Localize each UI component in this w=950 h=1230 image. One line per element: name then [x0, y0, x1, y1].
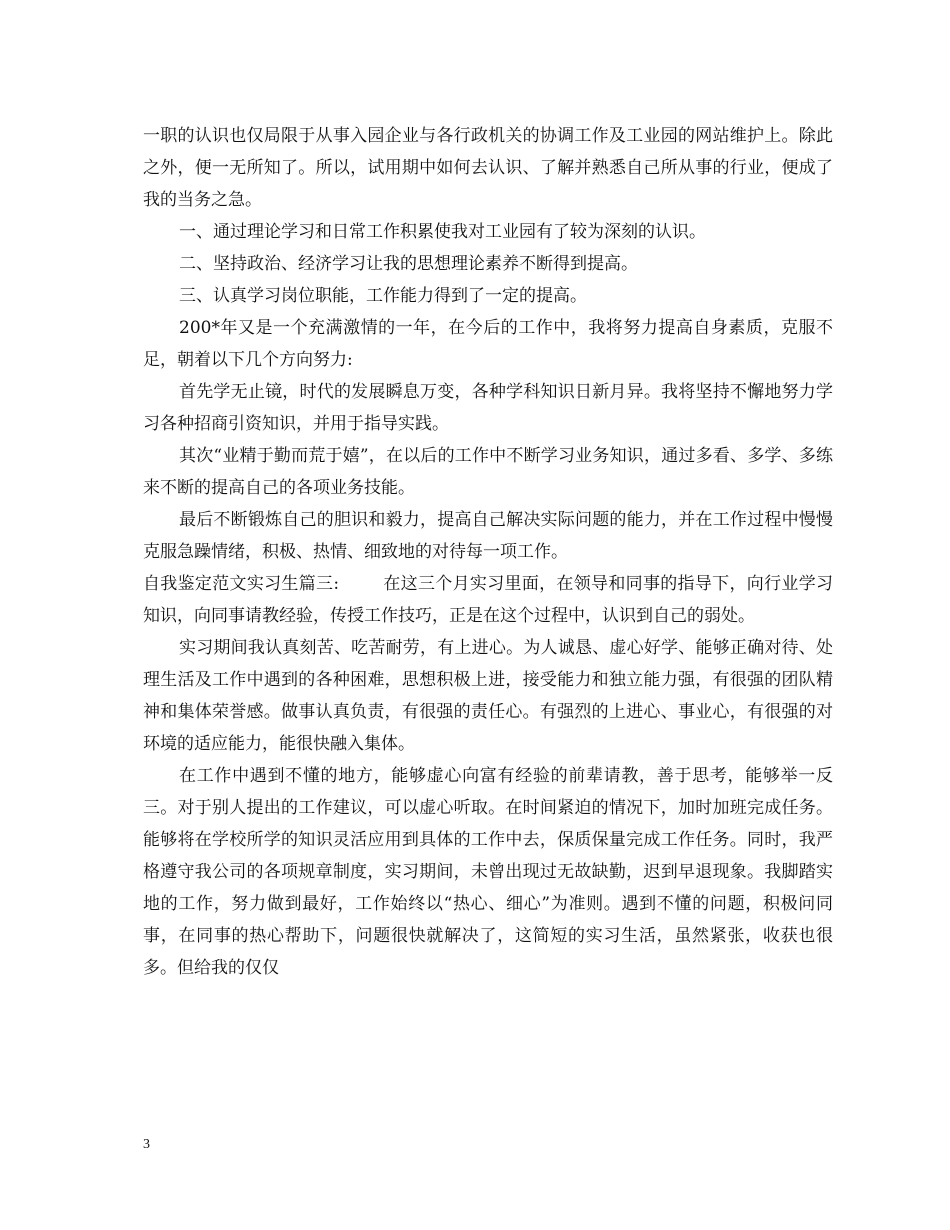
section-heading: 自我鉴定范文实习生篇三: — [143, 574, 340, 594]
paragraph: 三、认真学习岗位职能，工作能力得到了一定的提高。 — [179, 286, 587, 306]
paragraph: 200*年又是一个充满激情的一年，在今后的工作中，我将努力提高自身素质，克服不足，朝着以下几个方向努力: — [143, 318, 833, 370]
paragraph: 二、坚持政治、经济学习让我的思想理论素养不断得到提高。 — [179, 254, 638, 274]
page-number: 3 — [143, 1137, 150, 1152]
section-paragraph — [143, 568, 833, 632]
paragraph: 最后不断锻炼自己的胆识和毅力，提高自己解决实际问题的能力，并在工作过程中慢慢克服急躁情绪，积极、热情、细致地的对待每一项工作。 — [143, 510, 833, 562]
document-body — [143, 120, 833, 984]
paragraph: 一职的认识也仅局限于从事入园企业与各行政机关的协调工作及工业园的网站维护上。除此之外，便一无所知了。所以，试用期中如何去认识、了解并熟悉自己所从事的行业，便成了我的当务之急。 — [143, 126, 833, 210]
paragraph: 其次“业精于勤而荒于嬉”，在以后的工作中不断学习业务知识，通过多看、多学、多练来不断的提高自己的各项业务技能。 — [143, 446, 833, 498]
paragraph: 在工作中遇到不懂的地方，能够虚心向富有经验的前辈请教，善于思考，能够举一反三。对于别人提出的工作建议，可以虚心听取。在时间紧迫的情况下，加时加班完成任务。能够将在学校所学的知识灵活应用到具体的工作中去，保质保量完成工作任务。同时，我严格遵守我公司的各项规章制度，实习期间，未曾出现过无故缺勤，迟到早退现象。我脚踏实地的工作，努力做到最好，工作始终以“热心、细心”为准则。遇到不懂的问题，积极问同事，在同事的热心帮助下，问题很快就解决了，这简短的实习生活，虽然紧张，收获也很多。但给我的仅仅 — [143, 766, 833, 978]
paragraph: 首先学无止镜，时代的发展瞬息万变，各种学科知识日新月异。我将坚持不懈地努力学习各种招商引资知识，并用于指导实践。 — [143, 382, 833, 434]
section-intro-text: 在这三个月实习里面，在领导和同事的指导下，向行业学习知识，向同事请教经验，传授工作技巧，正是在这个过程中，认识到自己的弱处。 — [143, 574, 833, 626]
paragraph: 一、通过理论学习和日常工作积累使我对工业园有了较为深刻的认识。 — [179, 222, 706, 242]
paragraph: 实习期间我认真刻苦、吃苦耐劳，有上进心。为人诚恳、虚心好学、能够正确对待、处理生活及工作中遇到的各种困难，思想积极上进，接受能力和独立能力强，有很强的团队精神和集体荣誉感。做事认真负责，有很强的责任心。有强烈的上进心、事业心，有很强的对环境的适应能力，能很快融入集体。 — [143, 638, 833, 754]
